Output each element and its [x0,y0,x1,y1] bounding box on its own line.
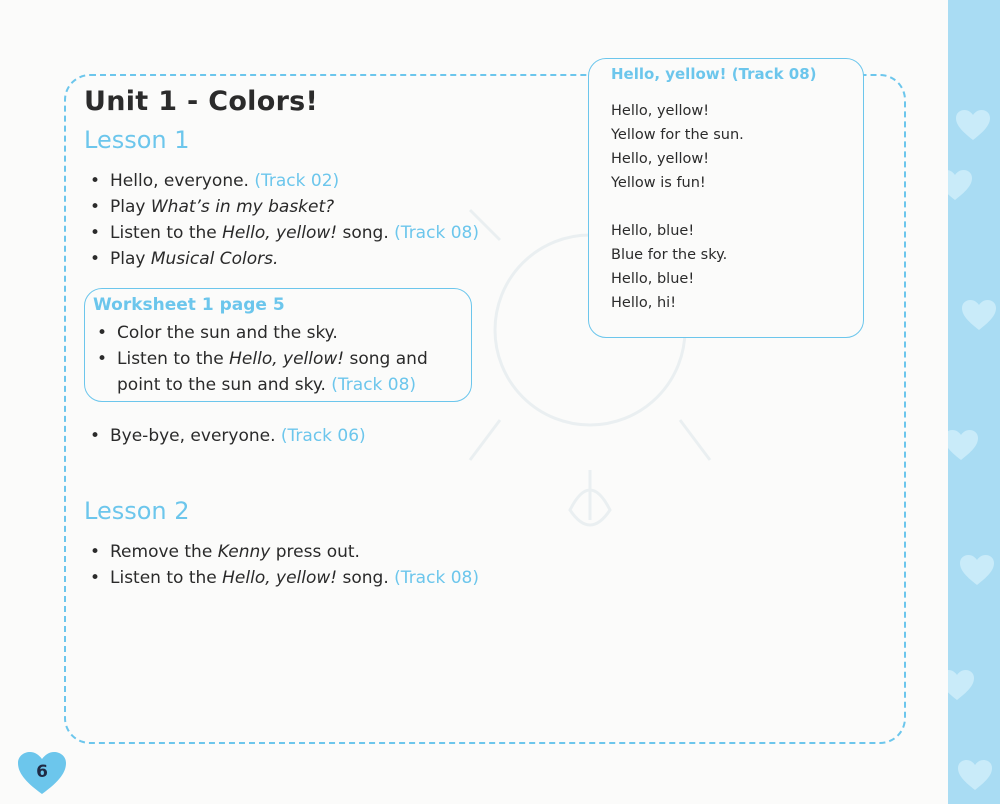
lyric-line: Yellow is fun! [611,175,706,191]
lesson-2-title: Lesson 2 [84,497,190,525]
lyric-line: Hello, blue! [611,271,695,287]
page-title: Unit 1 - Colors! [84,86,319,117]
track-reference: (Track 08) [731,65,817,83]
worksheet-list [95,320,428,398]
list-item: • Bye-bye, everyone. (Track 06) [88,423,366,449]
heart-icon [948,670,974,702]
lyric-line: Blue for the sky. [611,247,728,263]
worksheet-box [84,288,472,402]
lyric-line: Yellow for the sun. [611,127,744,143]
page-number: 6 [36,762,48,782]
track-reference: (Track 08) [394,223,479,243]
lesson-1-title: Lesson 1 [84,126,190,154]
heart-icon [948,430,978,462]
list-item: • Listen to the Hello, yellow! song and point to the sun and sky. (Track 08) [95,346,428,398]
page-number-badge [18,752,66,796]
heart-icon [960,555,994,587]
lyric-line: Hello, blue! [611,223,695,239]
track-reference: (Track 08) [331,375,417,395]
list-item: • Play What’s in my basket? [88,194,479,220]
heart-icon [956,110,990,142]
lesson-1-list [88,168,479,272]
list-item: • Listen to the Hello, yellow! song. (Track 08) [88,565,479,591]
track-reference: (Track 08) [394,568,479,588]
list-item: • Color the sun and the sky. [95,320,428,346]
heart-icon [962,300,996,332]
lyric-line: Hello, yellow! [611,103,710,119]
song-title: Hello, yellow! (Track 08) [611,65,817,83]
track-reference: (Track 06) [280,426,366,446]
lyric-line: Hello, yellow! [611,151,710,167]
lesson-2-list [88,539,479,591]
worksheet-title: Worksheet 1 page 5 [93,295,285,315]
heart-icon [948,170,972,202]
list-item: • Play Musical Colors. [88,246,479,272]
side-decoration-strip [948,0,1000,804]
lesson-1-closing-list [88,423,366,449]
track-reference: (Track 02) [254,171,340,191]
list-item: • Remove the Kenny press out. [88,539,479,565]
list-item: • Listen to the Hello, yellow! song. (Track 08) [88,220,479,246]
list-item: • Hello, everyone. (Track 02) [88,168,479,194]
lyric-line: Hello, hi! [611,295,677,311]
heart-icon [958,760,992,792]
song-lyrics-box [588,58,864,338]
song-lyrics [611,99,744,315]
